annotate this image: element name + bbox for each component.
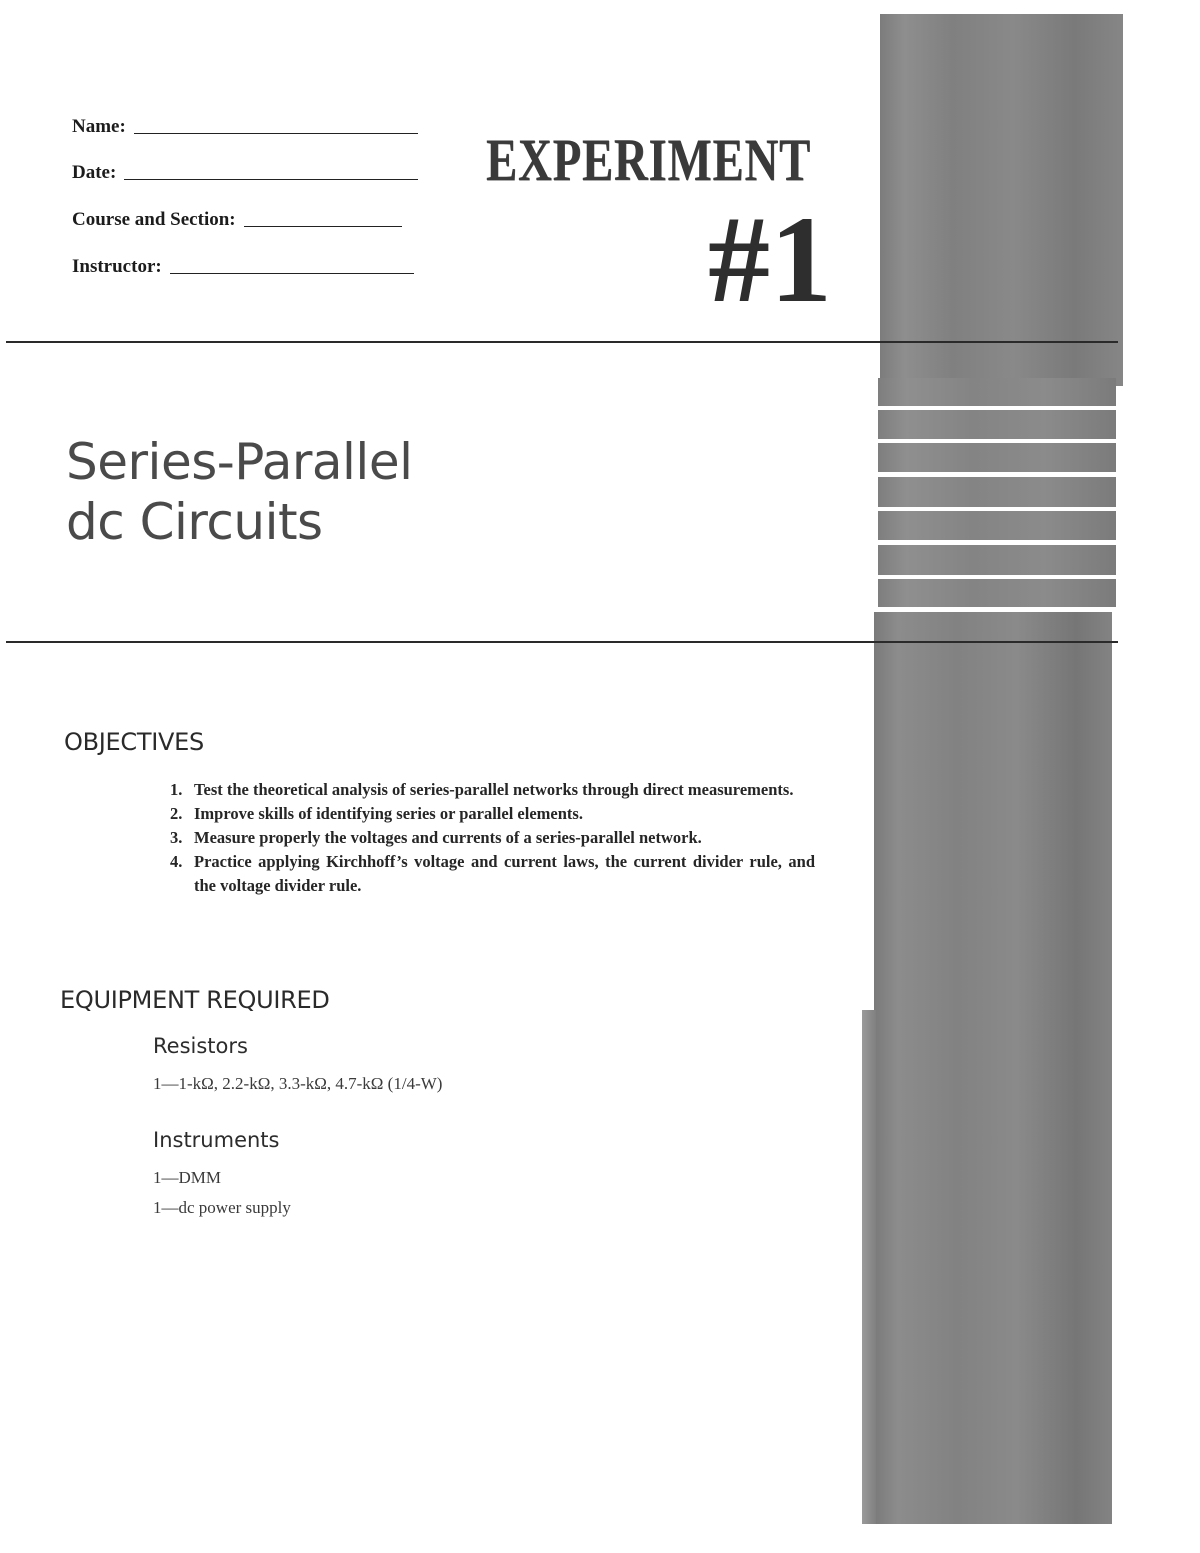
decorative-stripe — [878, 378, 1116, 406]
page-title — [66, 432, 412, 552]
list-item-text: Improve skills of identifying series or parallel elements. — [194, 804, 583, 823]
experiment-heading: EXPERIMENT — [486, 127, 812, 193]
list-item-text: Practice applying Kirchhoff’s voltage and current laws, the current divider rule, and the voltage divider rule. — [194, 852, 815, 895]
list-item-number: 2. — [170, 804, 183, 823]
decorative-stripe — [878, 579, 1116, 607]
decorative-band-top — [880, 14, 1123, 386]
list-item-text: Measure properly the voltages and currents of a series-parallel network. — [194, 828, 702, 847]
experiment-number: #1 — [708, 191, 832, 328]
date-field[interactable] — [72, 162, 418, 184]
decorative-stripe — [878, 545, 1116, 575]
date-blank-line[interactable] — [124, 178, 418, 180]
name-field[interactable] — [72, 116, 418, 138]
list-item-number: 4. — [170, 852, 183, 871]
list-item — [170, 802, 815, 826]
instructor-blank-line[interactable] — [170, 272, 414, 274]
instructor-field[interactable] — [72, 256, 414, 278]
list-item — [170, 778, 815, 802]
title-line-2: dc Circuits — [66, 493, 323, 551]
instruments-heading: Instruments — [153, 1128, 280, 1152]
instrument-item: 1—dc power supply — [153, 1198, 291, 1217]
divider-top — [6, 341, 1118, 343]
title-line-1: Series-Parallel — [66, 433, 413, 491]
list-item-number: 3. — [170, 828, 183, 847]
decorative-stripe — [878, 477, 1116, 507]
objectives-heading: OBJECTIVES — [64, 728, 204, 756]
list-item — [170, 850, 815, 898]
course-section-field[interactable] — [72, 209, 402, 231]
resistors-heading: Resistors — [153, 1034, 248, 1058]
resistors-list: 1—1-kΩ, 2.2-kΩ, 3.3-kΩ, 4.7-kΩ (1/4-W) — [153, 1074, 443, 1093]
list-item-number: 1. — [170, 780, 183, 799]
decorative-stripe — [878, 410, 1116, 439]
name-label: Name: — [72, 116, 126, 137]
decorative-band-edge — [862, 1010, 876, 1524]
date-label: Date: — [72, 162, 117, 183]
decorative-stripe — [878, 511, 1116, 540]
course-section-blank-line[interactable] — [244, 225, 402, 227]
divider-bottom — [6, 641, 1118, 643]
instrument-item: 1—DMM — [153, 1168, 222, 1187]
instructor-label: Instructor: — [72, 256, 162, 277]
course-section-label: Course and Section: — [72, 209, 236, 230]
decorative-stripe — [878, 443, 1116, 472]
list-item — [170, 826, 815, 850]
list-item-text: Test the theoretical analysis of series-parallel networks through direct measurements. — [194, 780, 794, 799]
name-blank-line[interactable] — [134, 132, 418, 134]
decorative-band-bottom — [874, 612, 1112, 1524]
equipment-heading: EQUIPMENT REQUIRED — [60, 986, 330, 1014]
objectives-list — [170, 778, 815, 898]
